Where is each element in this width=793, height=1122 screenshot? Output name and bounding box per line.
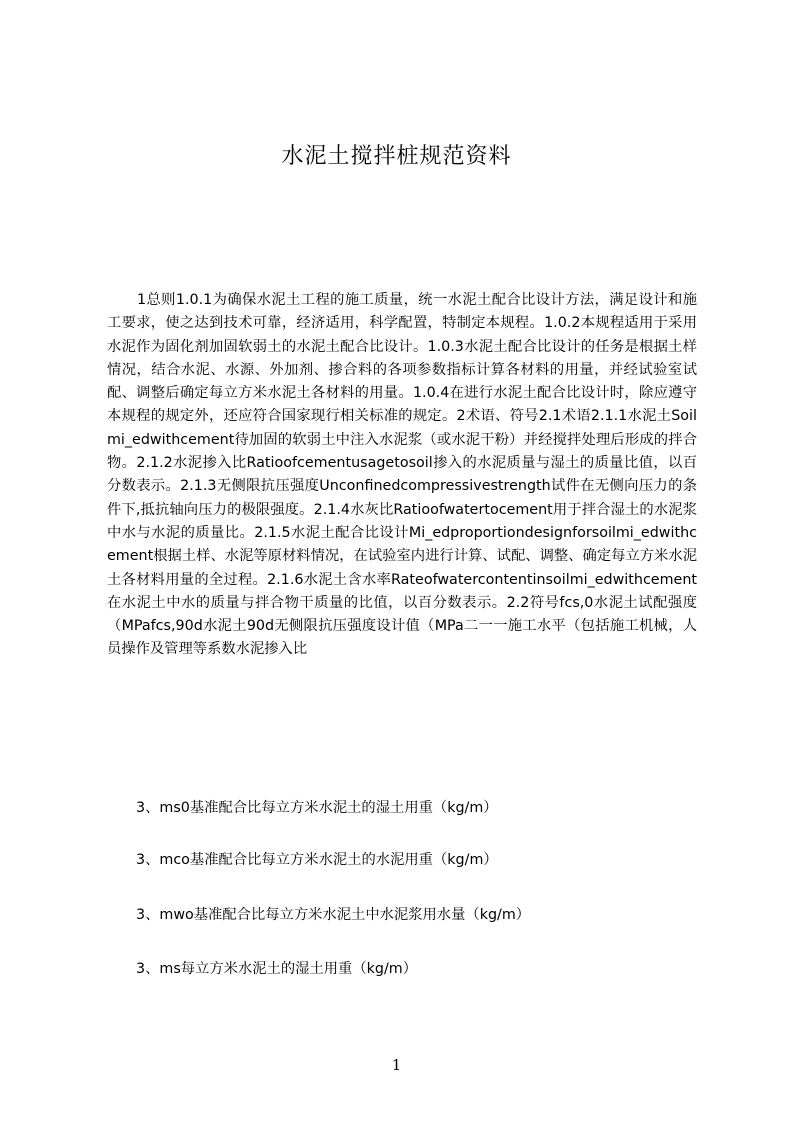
symbol-line-mwo: 3、mwo基准配合比每立方米水泥土中水泥浆用水量（kg/m） <box>136 907 531 923</box>
body-paragraph: 1总则1.0.1为确保水泥土工程的施工质量，统一水泥土配合比设计方法，满足设计和施工要求，使之达到技术可靠，经济适用，科学配置，特制定本规程。1.0.2本规程适用于采用水泥作为固化剂加固软弱土的水泥土配合比设计。1.0.3水泥土配合比设计的任务是根据土样情况，结合水泥、水源、外加剂、掺合料的各项参数指标计算各材料的用量，并经试验室试配、调整后确定每立方米水泥土各材料的用量。1.0.4在进行水泥土配合比设计时，除应遵守本规程的规定外，还应符合国家现行相关标准的规定。2术语、符号2.1术语2.1.1水泥土Soilmi_edwithcement待加固的软弱土中注入水泥浆（或水泥干粉）并经搅拌处理后形成的拌合物。2.1.2水泥掺入比Ratioofcementusagetosoil掺入的水泥质量与湿土的质量比值，以百分数表示。2.1.3无侧限抗压强度Unconfinedcompressivestrength试件在无侧向压力的条件下,抵抗轴向压力的极限强度。2.1.4水灰比Ratioofwatertocement用于拌合湿土的水泥浆中水与水泥的质量比。2.1.5水泥土配合比设计Mi_edproportiondesignforsoilmi_edwithcement根据土样、水泥等原材料情况，在试验室内进行计算、试配、调整、确定每立方米水泥土各材料用量的全过程。2.1.6水泥土含水率Rateofwatercontentinsoilmi_edwithcement在水泥土中水的质量与拌合物干质量的比值，以百分数表示。2.2符号fcs,0水泥土试配强度（MPafcs,90d水泥土90d无侧限抗压强度设计值（MPa二一一施工水平（包括施工机械，人员操作及管理等系数水泥掺入比 <box>107 292 697 658</box>
page-title: 水泥土搅拌桩规范资料 <box>281 144 512 169</box>
symbol-line-ms0: 3、ms0基准配合比每立方米水泥土的湿土用重（kg/m） <box>136 800 498 816</box>
symbol-line-mco: 3、mco基准配合比每立方米水泥土的水泥用重（kg/m） <box>136 852 498 868</box>
symbol-line-ms: 3、ms每立方米水泥土的湿土用重（kg/m） <box>136 961 418 977</box>
page-number: 1 <box>391 1056 402 1074</box>
